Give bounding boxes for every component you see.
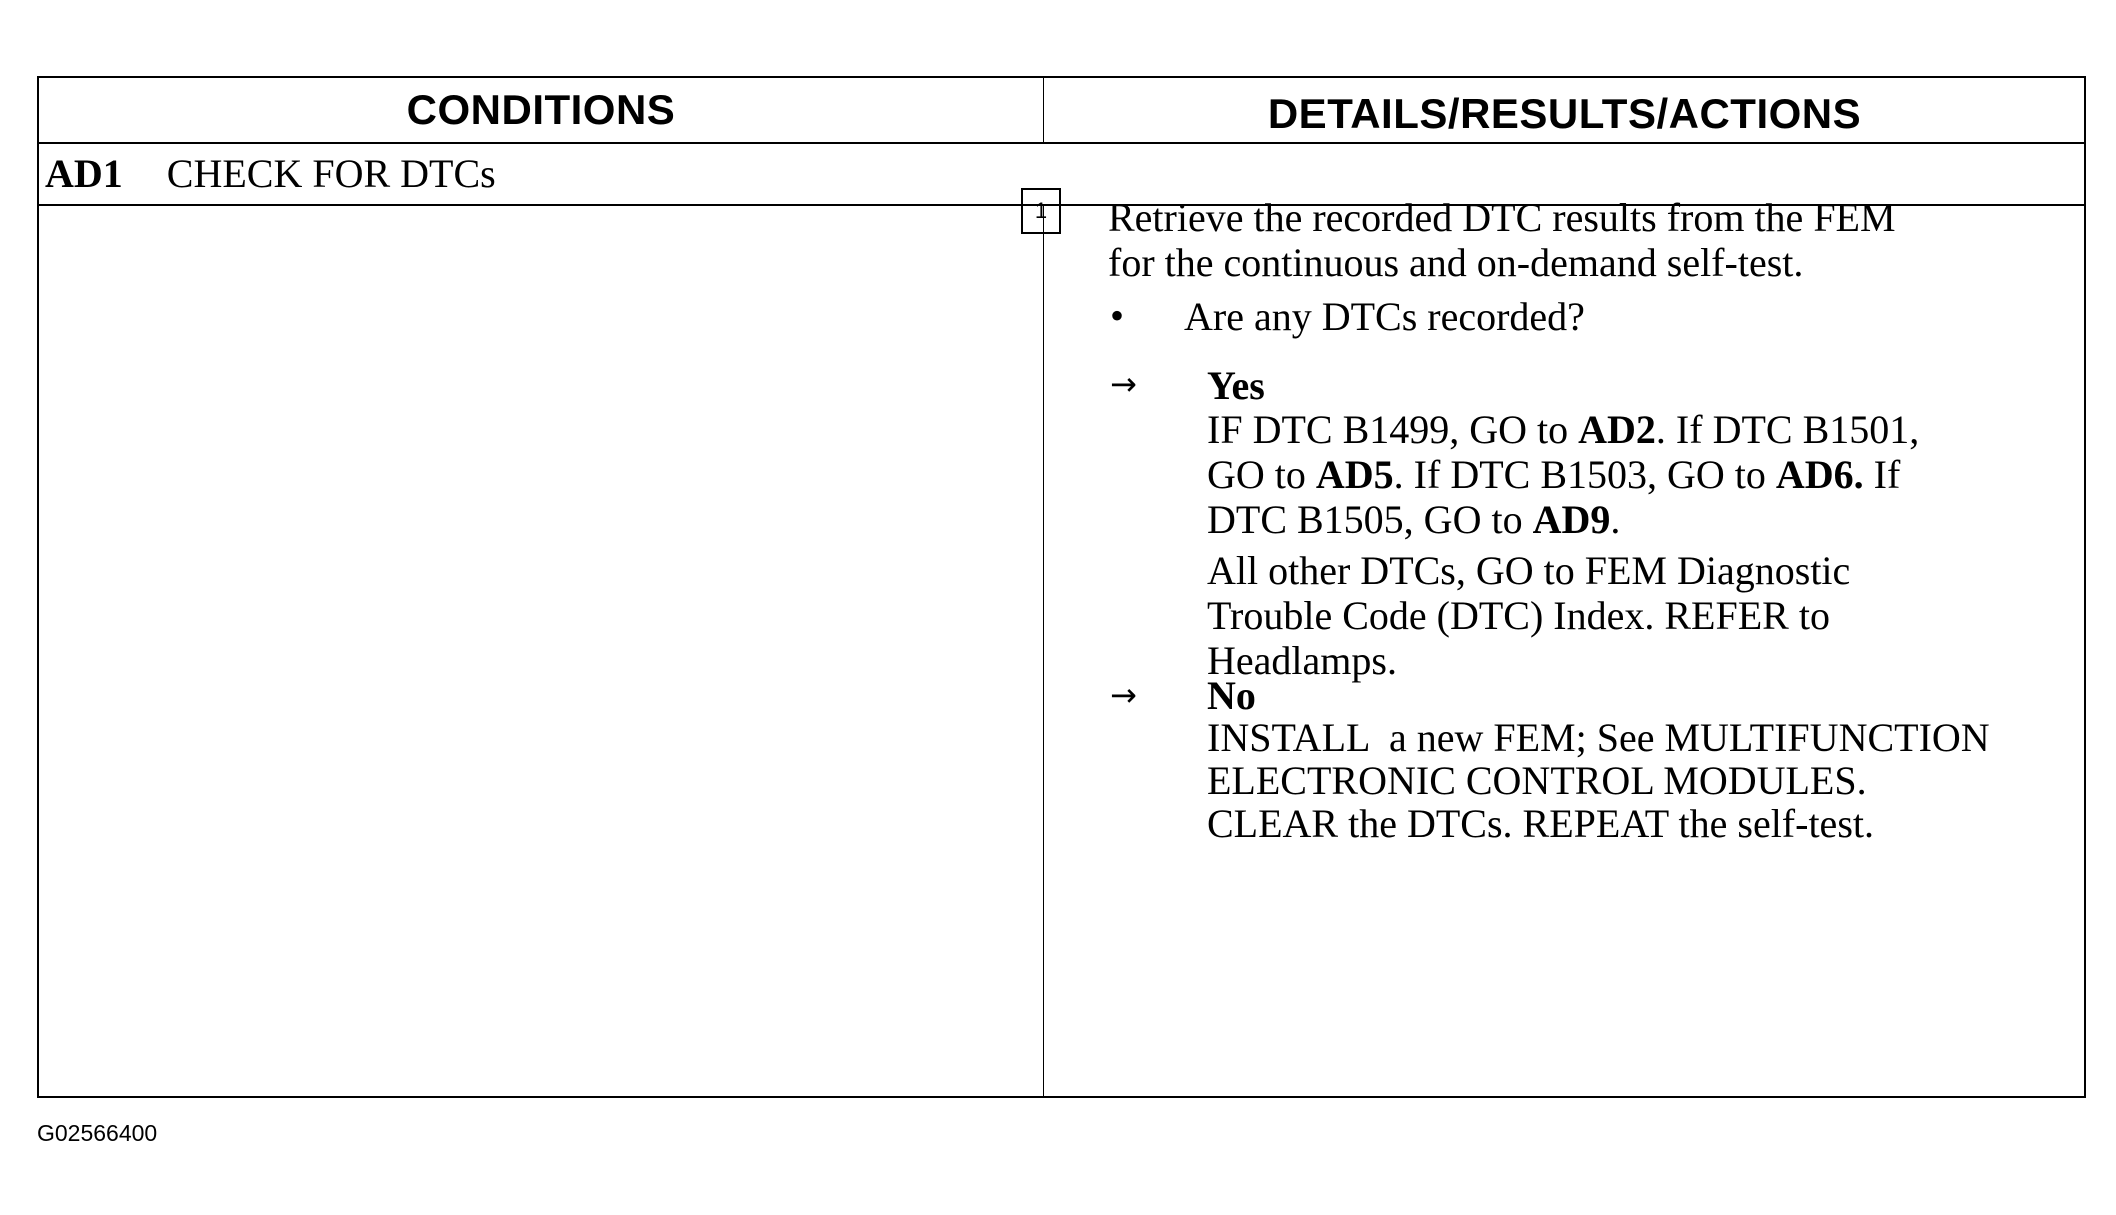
yes-action-line	[1207, 407, 1919, 452]
no-action-line: CLEAR the DTCs. REPEAT the self-test.	[1207, 801, 1874, 846]
step-ref-ad9: AD9	[1532, 497, 1611, 542]
conditions-cell	[39, 206, 1043, 1096]
section-title: CHECK FOR DTCs	[166, 150, 496, 196]
yes-text-part: DTC B1505, GO to	[1207, 497, 1533, 542]
no-arrow-icon: →	[1110, 676, 1137, 714]
bullet-icon: •	[1110, 293, 1125, 338]
yes-text-part: .	[1610, 497, 1621, 542]
yes-text-part: GO to	[1207, 452, 1316, 497]
yes-label: Yes	[1207, 363, 1265, 408]
yes-arrow-icon: →	[1110, 365, 1137, 403]
step-number-box: 1	[1021, 188, 1061, 234]
yes-text-part: . If DTC B1501,	[1655, 407, 1920, 452]
step-question: Are any DTCs recorded?	[1184, 294, 1585, 339]
step-instruction	[1108, 195, 1896, 285]
yes-other-line: Trouble Code (DTC) Index. REFER to	[1207, 593, 1830, 638]
figure-id: G02566400	[37, 1120, 158, 1146]
yes-action-line	[1207, 452, 1919, 497]
details-header: DETAILS/RESULTS/ACTIONS	[1267, 90, 1862, 137]
no-action-line: ELECTRONIC CONTROL MODULES.	[1207, 758, 1867, 803]
column-divider-top	[1043, 78, 1044, 142]
yes-other-line: All other DTCs, GO to FEM Diagnostic	[1207, 548, 1851, 593]
no-action-line: INSTALL a new FEM; See MULTIFUNCTION	[1207, 715, 1990, 760]
section-id: AD1	[45, 150, 123, 196]
yes-text-part: IF DTC B1499, GO to	[1207, 407, 1579, 452]
step-instruction-line: for the continuous and on-demand self-test.	[1108, 240, 1804, 285]
yes-other-action	[1207, 548, 1850, 683]
step-instruction-line: Retrieve the recorded DTC results from the FEM	[1108, 195, 1896, 240]
yes-action-line	[1207, 497, 1919, 542]
section-heading	[45, 142, 496, 204]
step-ref-ad2: AD2	[1578, 407, 1656, 452]
no-action	[1207, 716, 1990, 845]
no-label: No	[1207, 673, 1256, 718]
conditions-header: CONDITIONS	[406, 86, 676, 133]
column-divider-body	[1043, 204, 1044, 1096]
step-ref-ad5: AD5	[1315, 452, 1394, 497]
yes-text-part: If	[1863, 452, 1901, 497]
yes-other-line: Headlamps.	[1207, 638, 1397, 683]
yes-text-part: . If DTC B1503, GO to	[1393, 452, 1776, 497]
step-ref-ad6: AD6.	[1775, 452, 1864, 497]
yes-action	[1207, 407, 1919, 542]
